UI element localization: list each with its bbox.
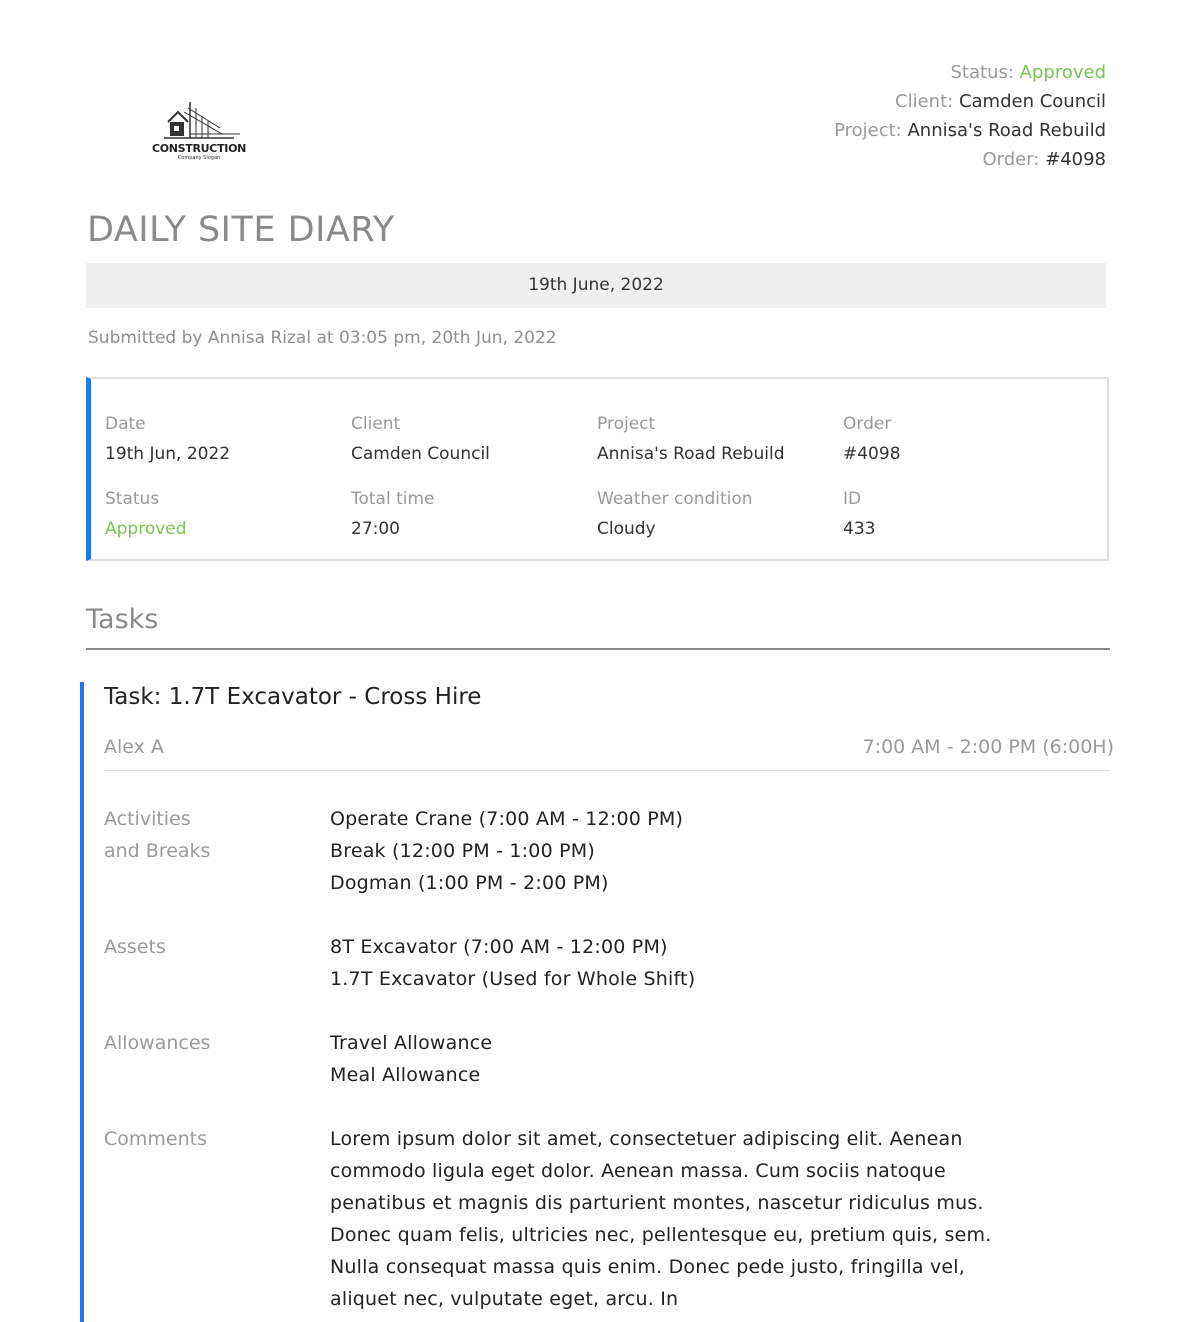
- header-status-value: Approved: [1019, 62, 1106, 83]
- summary-card: [86, 377, 1109, 561]
- task-divider: [104, 770, 1110, 771]
- list-item: 8T Excavator (7:00 AM - 12:00 PM): [330, 936, 668, 958]
- page-title: DAILY SITE DIARY: [87, 210, 395, 250]
- header-client-row: [834, 87, 1106, 116]
- summary-total-time: [351, 488, 591, 540]
- logo-slogan: Company Slogan: [177, 155, 221, 161]
- activities-label: [104, 803, 304, 867]
- list-item: Operate Crane (7:00 AM - 12:00 PM): [330, 808, 684, 830]
- header-project-value: Annisa's Road Rebuild: [907, 120, 1106, 141]
- header-order-row: [834, 145, 1106, 174]
- logo-name: CONSTRUCTION: [151, 142, 247, 155]
- header-project-row: [834, 116, 1106, 145]
- summary-order-value: #4098: [843, 444, 901, 464]
- allowances-list: [330, 1027, 1020, 1091]
- summary-project: [597, 413, 837, 465]
- header-project-label: Project:: [834, 120, 902, 141]
- task-time: 7:00 AM - 2:00 PM (6:00H): [862, 736, 1114, 758]
- summary-client: [351, 413, 591, 465]
- comments-body: Lorem ipsum dolor sit amet, consectetuer adipiscing elit. Aenean commodo ligula eget dolor. Aenean massa. Cum sociis natoque penatibus et magnis dis parturient montes, nascetur ridiculus mus. Donec quam felis, ultricies nec, pellentesque eu, pretium quis, sem. Nulla consequat massa quis enim. Donec pede justo, fringilla vel, aliquet nec, vulputate eget, arcu. In: [330, 1128, 992, 1310]
- header-meta: [834, 58, 1106, 174]
- header-client-value: Camden Council: [958, 91, 1106, 112]
- summary-weather: [597, 488, 837, 540]
- tasks-section-title: Tasks: [86, 604, 159, 635]
- summary-total-time-value: 27:00: [351, 519, 400, 539]
- submitted-by: Submitted by Annisa Rizal at 03:05 pm, 20th Jun, 2022: [88, 328, 557, 348]
- company-logo: [150, 98, 248, 164]
- list-item: 1.7T Excavator (Used for Whole Shift): [330, 968, 696, 990]
- task-title: Task: 1.7T Excavator - Cross Hire: [104, 684, 482, 710]
- building-crane-icon: [150, 98, 248, 142]
- header-status-label: Status:: [950, 62, 1014, 83]
- task-person: Alex A: [104, 736, 164, 758]
- summary-status-value: Approved: [105, 519, 187, 539]
- header-status-row: [834, 58, 1106, 87]
- list-item: Travel Allowance: [330, 1032, 493, 1054]
- assets-label: Assets: [104, 936, 166, 958]
- summary-order-label: Order: [843, 414, 892, 434]
- summary-status: [105, 488, 345, 540]
- summary-order: [843, 413, 1083, 465]
- header-order-label: Order:: [982, 149, 1040, 170]
- summary-weather-value: Cloudy: [597, 519, 656, 539]
- summary-project-label: Project: [597, 414, 656, 434]
- summary-id-label: ID: [843, 489, 862, 509]
- summary-weather-label: Weather condition: [597, 489, 753, 509]
- activities-list: [330, 803, 1020, 899]
- summary-total-time-label: Total time: [351, 489, 435, 509]
- comments-text: [330, 1123, 1010, 1315]
- summary-id-value: 433: [843, 519, 876, 539]
- tasks-section-divider: [86, 648, 1110, 650]
- header-order-value: #4098: [1045, 149, 1106, 170]
- assets-list: [330, 931, 1020, 995]
- comments-label: Comments: [104, 1128, 207, 1150]
- summary-date-label: Date: [105, 414, 146, 434]
- list-item: Break (12:00 PM - 1:00 PM): [330, 840, 595, 862]
- list-item: Dogman (1:00 PM - 2:00 PM): [330, 872, 609, 894]
- task-card: [80, 682, 1114, 1322]
- summary-date-value: 19th Jun, 2022: [105, 444, 231, 464]
- list-item: Meal Allowance: [330, 1064, 481, 1086]
- header-client-label: Client:: [895, 91, 954, 112]
- summary-client-label: Client: [351, 414, 401, 434]
- date-bar: 19th June, 2022: [86, 263, 1106, 308]
- summary-project-value: Annisa's Road Rebuild: [597, 444, 785, 464]
- activities-label-line-1: Activities: [104, 808, 191, 830]
- summary-status-label: Status: [105, 489, 160, 509]
- activities-label-line-2: and Breaks: [104, 840, 211, 862]
- summary-id: [843, 488, 1083, 540]
- summary-client-value: Camden Council: [351, 444, 490, 464]
- summary-date: [105, 413, 345, 465]
- allowances-label: Allowances: [104, 1032, 211, 1054]
